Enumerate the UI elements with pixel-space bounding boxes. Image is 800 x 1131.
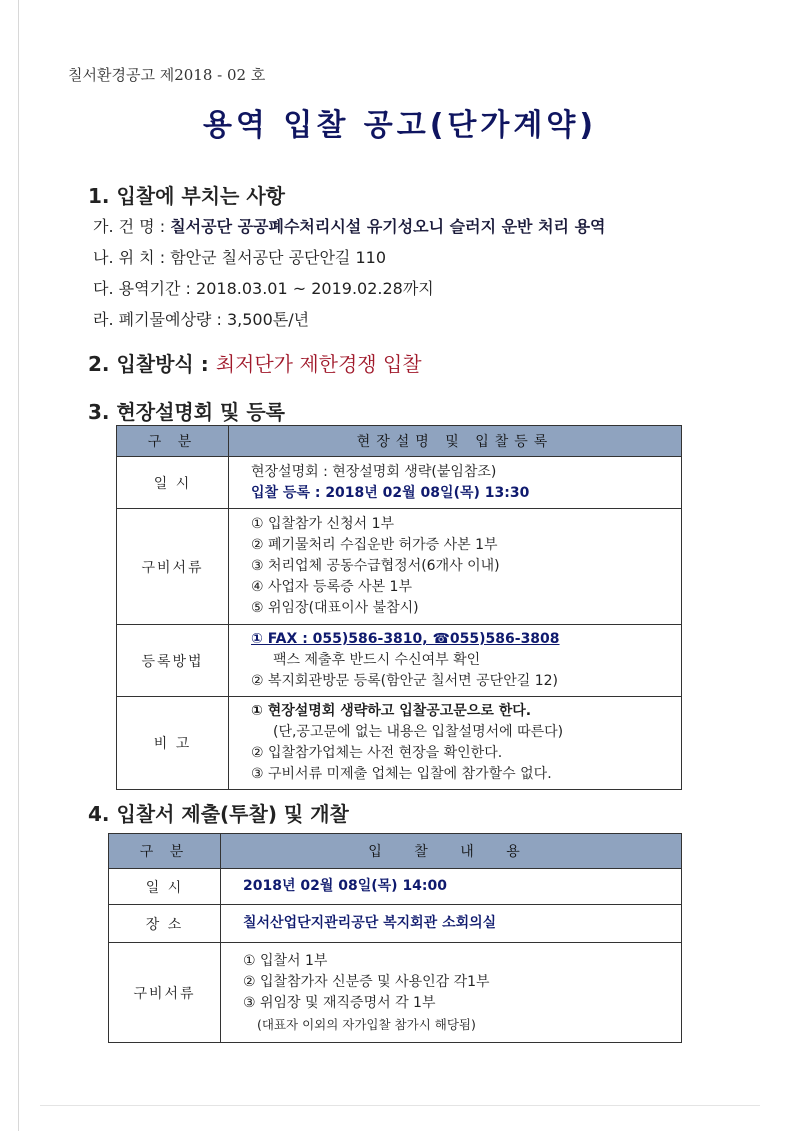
content-line: ③ 위임장 및 재직증명서 각 1부 xyxy=(243,994,436,1011)
section1-heading: 1. 입찰에 부치는 사항 xyxy=(88,184,285,208)
row-label: 등록방법 xyxy=(117,625,229,697)
bid-submission-table xyxy=(108,833,682,1043)
content-line: ① 입찰서 1부 xyxy=(243,952,328,969)
row-content xyxy=(229,697,682,790)
content-line: 칠서산업단지관리공단 복지회관 소회의실 xyxy=(243,915,497,931)
content-line: ① 현장설명회 생략하고 입찰공고문으로 한다. xyxy=(251,703,532,719)
content-line: ① FAX : 055)586-3810, ☎055)586-3808 xyxy=(251,631,560,647)
table-row xyxy=(117,457,682,509)
section1-item-name xyxy=(93,214,605,237)
section2-heading xyxy=(88,348,422,377)
content-line: 입찰 등록 : 2018년 02월 08일(목) 13:30 xyxy=(251,484,530,501)
content-line: ② 입찰참가자 신분증 및 사용인감 각1부 xyxy=(243,973,490,990)
table-header: 입 찰 내 용 xyxy=(221,834,682,869)
table-row xyxy=(109,943,682,1043)
table-header: 구 분 xyxy=(109,834,221,869)
section3-heading: 3. 현장설명회 및 등록 xyxy=(88,400,285,424)
row-label: 일 시 xyxy=(109,869,221,905)
table-header-row xyxy=(117,426,682,457)
page-edge-line xyxy=(18,0,19,1131)
item-label: 나. 위 치 : xyxy=(93,248,166,267)
content-line: 팩스 제출후 반드시 수신여부 확인 xyxy=(273,652,481,668)
content-line: ② 폐기물처리 수집운반 허가증 사본 1부 xyxy=(251,537,498,553)
row-content xyxy=(229,625,682,697)
content-line: (단,공고문에 없는 내용은 입찰설명서에 따른다) xyxy=(273,724,564,740)
page-title: 용역 입찰 공고(단가계약) xyxy=(202,108,598,143)
item-value: 함안군 칠서공단 공단안길 110 xyxy=(170,248,387,267)
row-label: 일 시 xyxy=(117,457,229,509)
section1-item-waste-amount xyxy=(93,307,309,330)
content-line: ③ 처리업체 공동수급협정서(6개사 이내) xyxy=(251,558,500,574)
content-line: ③ 구비서류 미제출 업체는 입찰에 참가할수 없다. xyxy=(251,766,552,782)
briefing-registration-table xyxy=(116,425,682,790)
table-row xyxy=(109,869,682,905)
item-value: 2018.03.01 ~ 2019.02.28까지 xyxy=(196,279,434,298)
content-line: ② 복지회관방문 등록(함안군 칠서면 공단안길 12) xyxy=(251,673,558,689)
row-label: 장 소 xyxy=(109,905,221,943)
table-row xyxy=(117,697,682,790)
section4-heading: 4. 입찰서 제출(투찰) 및 개찰 xyxy=(88,802,349,826)
item-label: 라. 폐기물예상량 : xyxy=(93,310,222,329)
content-line: ⑤ 위임장(대표이사 불참시) xyxy=(251,600,419,616)
table-header-row xyxy=(109,834,682,869)
row-label: 구비서류 xyxy=(117,509,229,625)
content-line: ② 입찰참가업체는 사전 현장을 확인한다. xyxy=(251,745,503,761)
item-label: 가. 건 명 : xyxy=(93,217,166,236)
content-line: ④ 사업자 등록증 사본 1부 xyxy=(251,579,412,595)
section1-item-location xyxy=(93,245,386,268)
item-label: 다. 용역기간 : xyxy=(93,279,191,298)
content-line: ① 입찰참가 신청서 1부 xyxy=(251,516,395,532)
notice-number: 칠서환경공고 제2018 - 02 호 xyxy=(68,66,266,84)
table-header: 구 분 xyxy=(117,426,229,457)
row-label: 구비서류 xyxy=(109,943,221,1043)
item-value: 칠서공단 공공폐수처리시설 유기성오니 슬러지 운반 처리 용역 xyxy=(170,217,606,236)
footer-divider xyxy=(40,1105,760,1106)
section2-value: 최저단가 제한경쟁 입찰 xyxy=(215,352,422,376)
section1-item-period xyxy=(93,276,434,299)
row-content xyxy=(221,869,682,905)
content-line: 현장설명회 : 현장설명회 생략(붙임참조) xyxy=(251,463,497,480)
row-content xyxy=(221,943,682,1043)
content-line: 2018년 02월 08일(목) 14:00 xyxy=(243,878,448,894)
table-row xyxy=(109,905,682,943)
item-value: 3,500톤/년 xyxy=(226,310,310,329)
table-row xyxy=(117,625,682,697)
row-content xyxy=(229,457,682,509)
content-line: (대표자 이외의 자가입찰 참가시 해당됨) xyxy=(257,1016,476,1032)
row-content xyxy=(229,509,682,625)
row-content xyxy=(221,905,682,943)
row-label: 비 고 xyxy=(117,697,229,790)
table-header: 현장설명 및 입찰등록 xyxy=(229,426,682,457)
table-row xyxy=(117,509,682,625)
section2-label: 2. 입찰방식 : xyxy=(88,352,209,376)
